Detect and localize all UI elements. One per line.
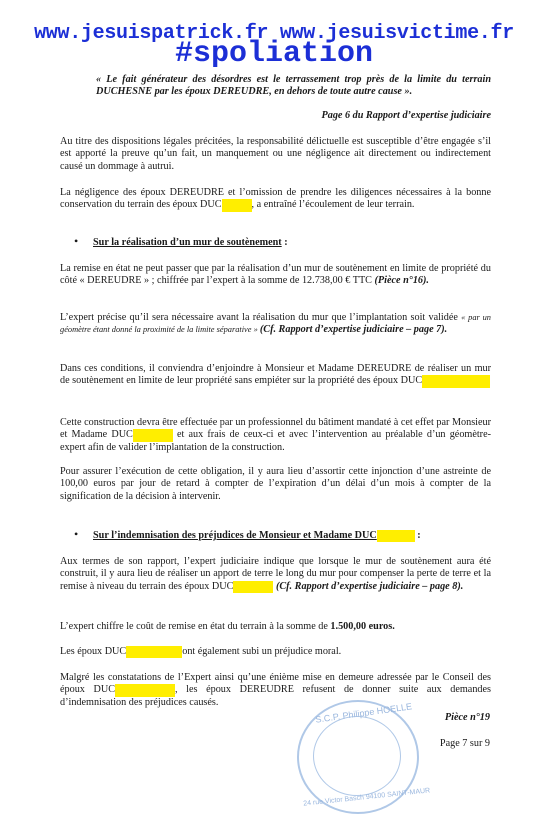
paragraph-liability: Au titre des dispositions légales précitées, la responsabilité délictuelle est susceptible d’être engagée s’il est apporté la preuve qu’un fait, un manquement ou une négligence ait directement ou indirectement causé un dommage à autrui. [60, 136, 491, 172]
paragraph-construction [60, 417, 491, 454]
paragraph-moral-damage-text: Les époux DUC [60, 646, 127, 657]
watermark-sites: www.jesuispatrick.fr www.jesuisvictime.fr [34, 22, 514, 45]
redaction-mark [422, 375, 490, 387]
redaction-mark [133, 429, 173, 441]
paragraph-negligence-end: , a entraîné l’écoulement de leur terrain. [251, 199, 415, 211]
paragraph-negligence [60, 187, 491, 212]
paragraph-expert-report [60, 556, 491, 593]
redaction-mark [126, 646, 182, 658]
heading-compensation [93, 530, 493, 542]
heading-compensation-colon: : [414, 530, 421, 541]
report-reference-page7: (Cf. Rapport d’expertise judiciaire – page 7). [259, 324, 448, 336]
report-reference-page8: (Cf. Rapport d’expertise judiciaire – page 8). [273, 580, 464, 592]
paragraph-penalty: Pour assurer l’exécution de cette obligation, il y aura lieu d’assortir cette injonction d’une astreinte de 100,00 euros par jour de retard à compter de l’expiration d’un délai d’un mois à compter de la signification de la décision à intervenir. [60, 466, 491, 502]
paragraph-injunction-text: Dans ces conditions, il conviendra d’enjoindre à Monsieur et Madame DEREUDRE de réaliser un mur de soutènement en limite de leur propriété sans empiéter sur la propriété des époux DUC [60, 363, 491, 387]
redaction-mark [377, 530, 415, 542]
paragraph-negligence-text: La négligence des époux DEREUDRE et l’omission de prendre les diligences nécessaires à la bonne conservation du terrain des époux DUC [60, 187, 491, 211]
exhibit-number: Pièce n°19 [444, 712, 490, 723]
cost-amount: 1.500,00 euros. [330, 621, 395, 632]
bullet-icon: • [74, 234, 79, 248]
quote-text: « Le fait générateur des désordres est le terrassement trop près de la limite du terrain DUCHESNE par les époux DEREUDRE, en dehors de toute autre cause ». [96, 74, 491, 98]
page-number: Page 7 sur 9 [439, 738, 490, 749]
paragraph-moral-damage [60, 646, 491, 658]
paragraph-restoration-text: La remise en état ne peut passer que par la réalisation d’un mur de soutènement en limite de propriété du côté « DEREUDRE » ; chiffrée par l’expert à la somme de 12.738,00 € TTC [60, 263, 491, 287]
redaction-mark [233, 581, 273, 593]
paragraph-injunction [60, 363, 491, 388]
heading-retaining-wall-label: Sur la réalisation d’un mur de soutènement [93, 237, 282, 248]
paragraph-cost [60, 621, 491, 633]
paragraph-construction-text: Cette construction devra être effectuée par un professionnel du bâtiment mandaté à cet effet par Monsieur et Madame DUC [60, 417, 491, 441]
paragraph-refusal-end: , les époux DEREUDRE refusent de donner suite aux demandes d’indemnisation des préjudices causés. [60, 684, 491, 708]
exhibit-reference-16: (Pièce n°16). [374, 275, 429, 287]
paragraph-surveyor [60, 312, 491, 337]
paragraph-refusal-text: Malgré les constatations de l’Expert ainsi qu’une énième mise en demeure adressée par le Conseil des époux DUC [60, 672, 491, 696]
stamp-inner-ring [313, 716, 401, 796]
paragraph-cost-text: L’expert chiffre le coût de remise en état du terrain à la somme de [60, 621, 331, 632]
paragraph-expert-report-text: Aux termes de son rapport, l’expert judiciaire indique que lorsque le mur de soutènement aura été construit, il y aura lieu de réaliser un apport de terre le long du mur pour compenser la perte de terre et la remise à niveau du terrain des époux DUC [60, 556, 491, 592]
paragraph-surveyor-text: L’expert précise qu’il sera nécessaire avant la réalisation du mur que l’implantation soit validée [60, 312, 462, 323]
paragraph-refusal [60, 672, 491, 709]
heading-compensation-label: Sur l’indemnisation des préjudices de Monsieur et Madame DUC [93, 530, 377, 541]
paragraph-construction-end: et aux frais de ceux-ci et avec l’intervention au préalable d’un géomètre-expert afin de valider l’implantation de la construction. [60, 429, 491, 453]
paragraph-restoration [60, 263, 491, 288]
stamp-top-text: S.C.P. Philippe HOELLE [314, 701, 413, 725]
redaction-mark [115, 684, 175, 696]
heading-retaining-wall [93, 237, 493, 249]
watermark-hashtag: #spoliation [174, 37, 374, 71]
paragraph-moral-damage-end: ont également subi un préjudice moral. [182, 646, 342, 657]
redaction-mark [222, 199, 252, 211]
surveyor-quote: « par un géomètre étant donné la proximité de la limite séparative » [60, 313, 491, 335]
heading-retaining-wall-colon: : [281, 237, 288, 248]
quote-source: Page 6 du Rapport d’expertise judiciaire [321, 110, 491, 121]
stamp-bottom-text: 24 rue Victor Basch 94100 SAINT-MAUR [302, 787, 431, 808]
bullet-icon: • [74, 527, 79, 541]
